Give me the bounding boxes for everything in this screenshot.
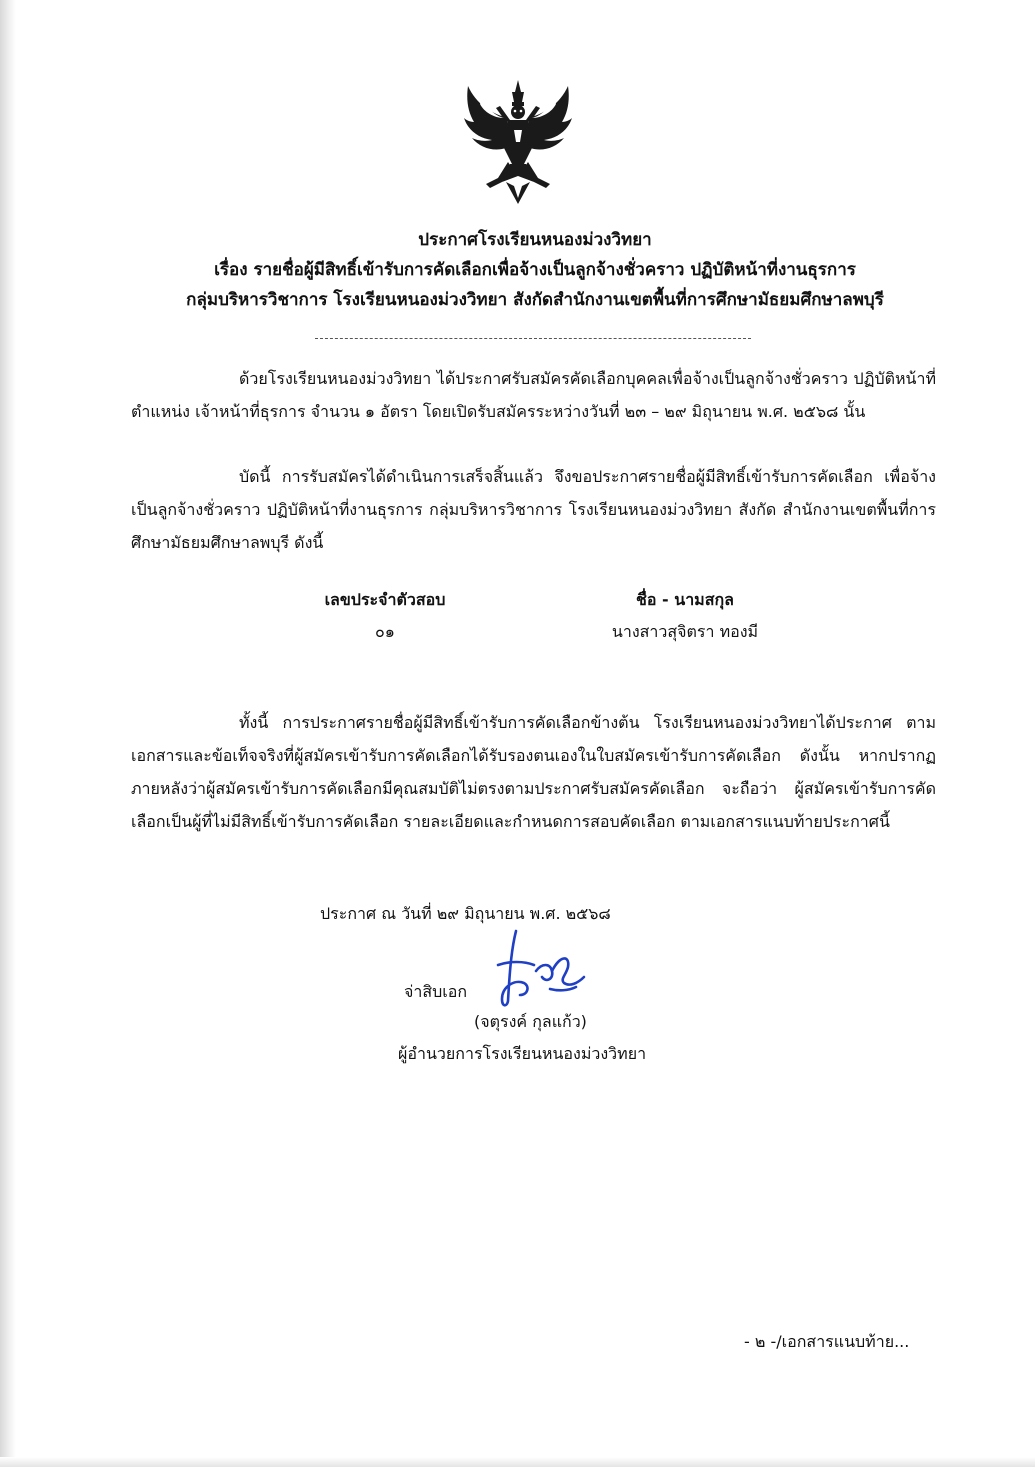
subject-line-2: กลุ่มบริหารวิชาการ โรงเรียนหนองม่วงวิทยา สังกัดสำนักงานเขตพื้นที่การศึกษามัธยมศึกษาลพบุรี xyxy=(186,290,884,310)
signer-position: ผู้อำนวยการโรงเรียนหนองม่วงวิทยา xyxy=(398,1044,647,1063)
garuda-emblem xyxy=(462,78,574,206)
candidate-name: นางสาวสุจิตรา ทองมี xyxy=(611,622,759,641)
announcement-date: ประกาศ ณ วันที่ ๒๙ มิถุนายน พ.ศ. ๒๕๖๘ xyxy=(320,904,611,923)
page-continuation-note: - ๒ -/เอกสารแนบท้าย... xyxy=(744,1332,910,1351)
signer-name: (จตุรงค์ กุลแก้ว) xyxy=(474,1012,587,1031)
column-header-exam-id: เลขประจำตัวสอบ xyxy=(324,590,446,609)
page-bottom-edge xyxy=(0,1457,1035,1467)
signature xyxy=(490,925,595,1010)
column-header-name: ชื่อ - นามสกุล xyxy=(636,590,734,609)
signer-rank: จ่าสิบเอก xyxy=(404,982,468,1001)
paragraph-conditions: ทั้งนี้ การประกาศรายชื่อผู้มีสิทธิ์เข้ารับการคัดเลือกข้างต้น โรงเรียนหนองม่วงวิทยาได้ประกาศ ตามเอกสารและข้อเท็จจริงที่ผู้สมัครเข้ารับการคัดเลือกได้รับรองตนเองในใบสมัครเข้ารับการคัดเลือก ดังนั้น หากปรากฏภายหลังว่าผู้สมัครเข้ารับการคัดเลือกมีคุณสมบัติไม่ตรงตามประกาศรับสมัครคัดเลือก จะถือว่า ผู้สมัครเข้ารับการคัดเลือกเป็นผู้ที่ไม่มีสิทธิ์เข้ารับการคัดเลือก รายละเอียดและกำหนดการสอบคัดเลือก ตามเอกสารแนบท้ายประกาศนี้ xyxy=(131,713,936,831)
subject-line-1: เรื่อง รายชื่อผู้มีสิทธิ์เข้ารับการคัดเลือกเพื่อจ้างเป็นลูกจ้างชั่วคราว ปฏิบัติหน้าที่งานธุรการ xyxy=(214,260,856,280)
document-title: ประกาศโรงเรียนหนองม่วงวิทยา xyxy=(418,230,652,250)
paragraph-intro: ด้วยโรงเรียนหนองม่วงวิทยา ได้ประกาศรับสมัครคัดเลือกบุคคลเพื่อจ้างเป็นลูกจ้างชั่วคราว ปฏิบัติหน้าที่ตำแหน่ง เจ้าหน้าที่ธุรการ จำนวน ๑ อัตรา โดยเปิดรับสมัครระหว่างวันที่ ๒๓ – ๒๙ มิถุนายน พ.ศ. ๒๕๖๘ นั้น xyxy=(131,369,936,421)
paragraph-announcement: บัดนี้ การรับสมัครได้ดำเนินการเสร็จสิ้นแล้ว จึงขอประกาศรายชื่อผู้มีสิทธิ์เข้ารับการคัดเลือก เพื่อจ้างเป็นลูกจ้างชั่วคราว ปฏิบัติหน้าที่งานธุรการ กลุ่มบริหารวิชาการ โรงเรียนหนองม่วงวิทยา สังกัด สำนักงานเขตพื้นที่การศึกษามัธยมศึกษาลพบุรี ดังนี้ xyxy=(131,467,936,552)
page-shadow-edge xyxy=(0,0,16,1467)
candidate-exam-id: ๐๑ xyxy=(375,622,395,641)
title-divider xyxy=(315,338,751,339)
